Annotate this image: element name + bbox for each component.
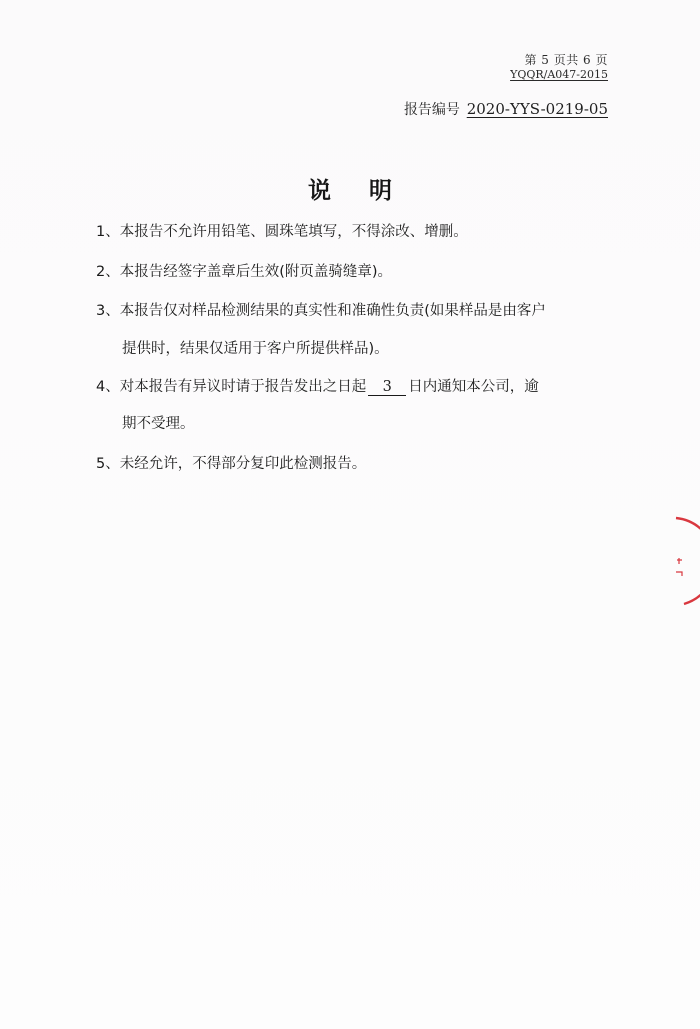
note-4-text-after: 日内通知本公司，逾 — [408, 379, 539, 395]
note-4-days-value: 3 — [368, 379, 406, 396]
report-number-value: 2020-YYS-0219-05 — [466, 100, 608, 118]
note-3-line-1: 3、本报告仅对样品检测结果的真实性和准确性负责(如果样品是由客户 — [96, 303, 546, 319]
note-1: 1、本报告不允许用铅笔、圆珠笔填写，不得涂改、增删。 — [96, 224, 468, 240]
note-2: 2、本报告经签字盖章后生效(附页盖骑缝章)。 — [96, 264, 393, 280]
seal-inner-mark — [676, 558, 682, 576]
note-4-line-1 — [96, 375, 539, 396]
form-code: YQQR/A047-2015 — [510, 68, 608, 81]
report-number-line — [404, 99, 608, 119]
report-number-label: 报告编号 — [403, 102, 460, 118]
note-3-line-2: 提供时，结果仅适用于客户所提供样品)。 — [122, 341, 389, 357]
note-5: 5、未经允许，不得部分复印此检测报告。 — [96, 456, 367, 472]
page-title: 说明 — [308, 178, 430, 204]
note-4-text-before: 4、对本报告有异议时请于报告发出之日起 — [96, 379, 367, 395]
red-seal-partial — [670, 512, 700, 612]
faint-top-mark — [200, 0, 380, 4]
note-4-line-2: 期不受理。 — [122, 416, 195, 432]
page-count: 第 5 页共 6 页 — [524, 53, 608, 67]
